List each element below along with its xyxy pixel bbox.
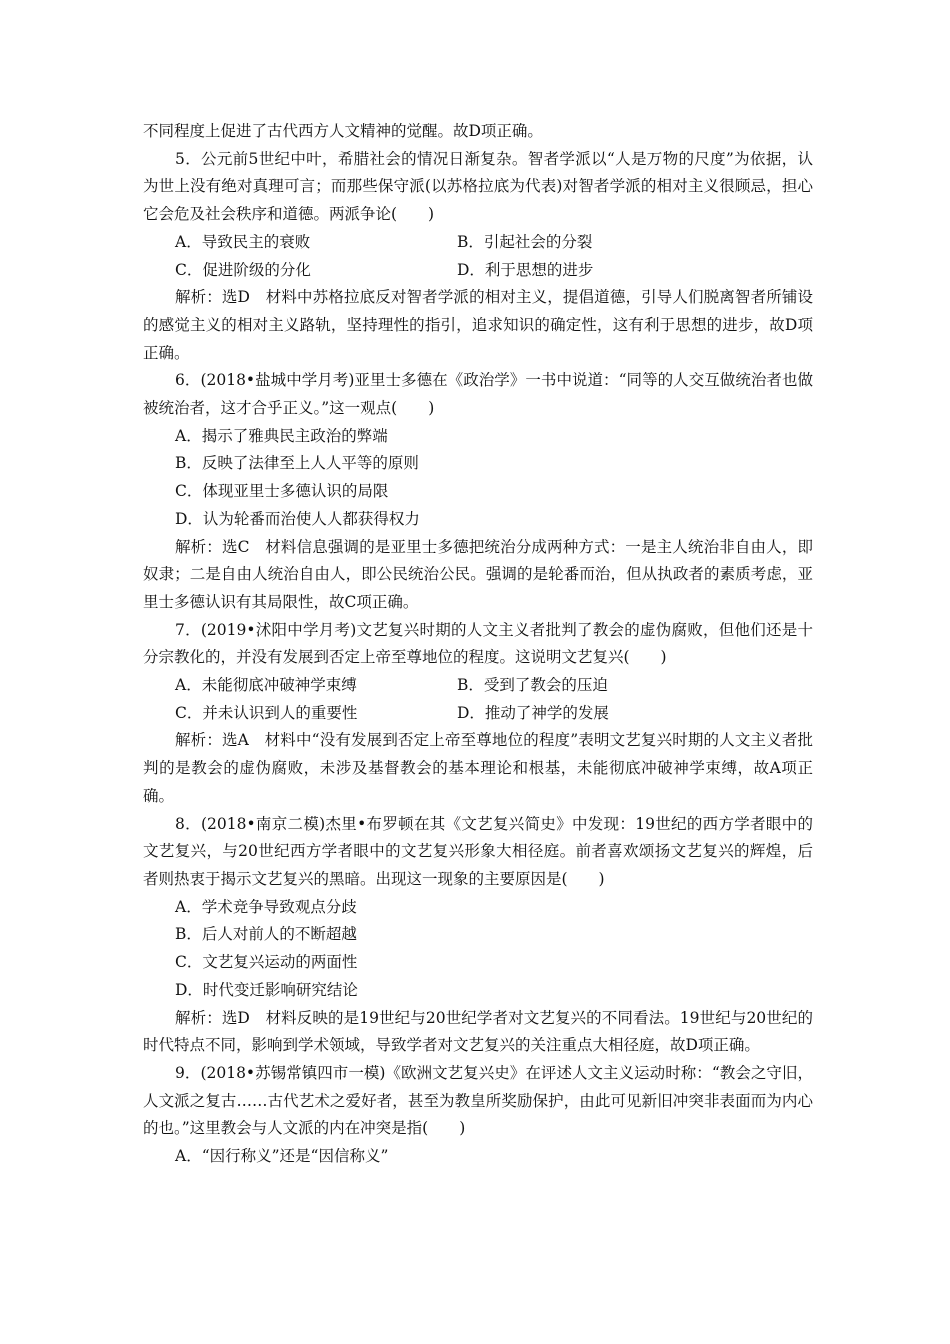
question-7-option-d: D．推动了神学的发展 — [457, 703, 609, 722]
question-8-stem: 8．(2018•南京二模)杰里•布罗顿在其《文艺复兴简史》中发现：19世纪的西方学者眼中的文艺复兴，与20世纪西方学者眼中的文艺复兴形象大相径庭。前者喜欢颂扬文艺复兴的辉煌，后者则热衷于揭示文艺复兴的黑暗。出现这一现象的主要原因是( ) — [143, 814, 813, 888]
previous-answer-tail: 不同程度上促进了古代西方人文精神的觉醒。故D项正确。 — [143, 122, 543, 140]
question-6-stem: 6．(2018•盐城中学月考)亚里士多德在《政治学》一书中说道：“同等的人交互做统治者也做被统治者，这才合乎正义。”这一观点( ) — [143, 371, 813, 418]
question-8-option-b: B．后人对前人的不断超越 — [175, 925, 357, 944]
document-page — [143, 118, 813, 1171]
question-7-stem: 7．(2019•沭阳中学月考)文艺复兴时期的人文主义者批判了教会的虚伪腐败，但他们还是十分宗教化的，并没有发展到否定上帝至尊地位的程度。这说明文艺复兴( ) — [143, 620, 813, 667]
question-5-option-c: C．促进阶级的分化 — [175, 260, 311, 279]
question-5-option-a: A．导致民主的衰败 — [175, 232, 311, 251]
question-6-option-c: C．体现亚里士多德认识的局限 — [175, 482, 389, 501]
question-7-option-b: B．受到了教会的压迫 — [457, 676, 608, 695]
question-5-option-b: B．引起社会的分裂 — [457, 232, 593, 251]
question-6-option-b: B．反映了法律至上人人平等的原则 — [175, 454, 419, 473]
question-8-option-a: A．学术竞争导致观点分歧 — [175, 897, 357, 916]
question-5-options-row-2 — [143, 257, 813, 285]
question-8-option-c: C．文艺复兴运动的两面性 — [175, 953, 358, 972]
question-7-options-row-2 — [143, 700, 813, 728]
question-7-option-a: A．未能彻底冲破神学束缚 — [175, 676, 357, 695]
question-5-stem: 5．公元前5世纪中叶，希腊社会的情况日渐复杂。智者学派以“人是万物的尺度”为依据，认为世上没有绝对真理可言；而那些保守派(以苏格拉底为代表)对智者学派的相对主义很顾忌，担心它会危及社会秩序和道德。两派争论( ) — [143, 149, 813, 224]
question-7-options-row-1 — [143, 672, 813, 700]
question-7-option-c: C．并未认识到人的重要性 — [175, 703, 358, 722]
question-5-options-row-1 — [143, 229, 813, 257]
question-9-stem: 9．(2018•苏锡常镇四市一模)《欧洲文艺复兴史》在评述人文主义运动时称：“教会之守旧，人文派之复古……古代艺术之爱好者，甚至为教皇所奖励保护，由此可见新旧冲突非表面而为内心的也。”这里教会与人文派的内在冲突是指( ) — [143, 1063, 813, 1138]
question-5-analysis: 解析：选D 材料中苏格拉底反对智者学派的相对主义，提倡道德，引导人们脱离智者所铺设的感觉主义的相对主义路轨，坚持理性的指引，追求知识的确定性，这有利于思想的进步，故D项正确。 — [143, 288, 813, 362]
question-6-analysis: 解析：选C 材料信息强调的是亚里士多德把统治分成两种方式：一是主人统治非自由人，即奴隶；二是自由人统治自由人，即公民统治公民。强调的是轮番而治，但从执政者的素质考虑，亚里士多德认识有其局限性，故C项正确。 — [143, 537, 813, 611]
question-6-option-a: A．揭示了雅典民主政治的弊端 — [175, 426, 388, 445]
question-9-option-a: A．“因行称义”还是“因信称义” — [175, 1147, 389, 1166]
question-8-analysis: 解析：选D 材料反映的是19世纪与20世纪学者对文艺复兴的不同看法。19世纪与20世纪的时代特点不同，影响到学术领域，导致学者对文艺复兴的关注重点大相径庭，故D项正确。 — [143, 1008, 813, 1055]
question-5-option-d: D．利于思想的进步 — [457, 260, 594, 279]
question-7-analysis: 解析：选A 材料中“没有发展到否定上帝至尊地位的程度”表明文艺复兴时期的人文主义者批判的是教会的虚伪腐败，未涉及基督教会的基本理论和根基，未能彻底冲破神学束缚，故A项正确。 — [143, 731, 813, 805]
question-8-option-d: D．时代变迁影响研究结论 — [175, 980, 358, 999]
question-6-option-d: D．认为轮番而治使人人都获得权力 — [175, 509, 420, 528]
